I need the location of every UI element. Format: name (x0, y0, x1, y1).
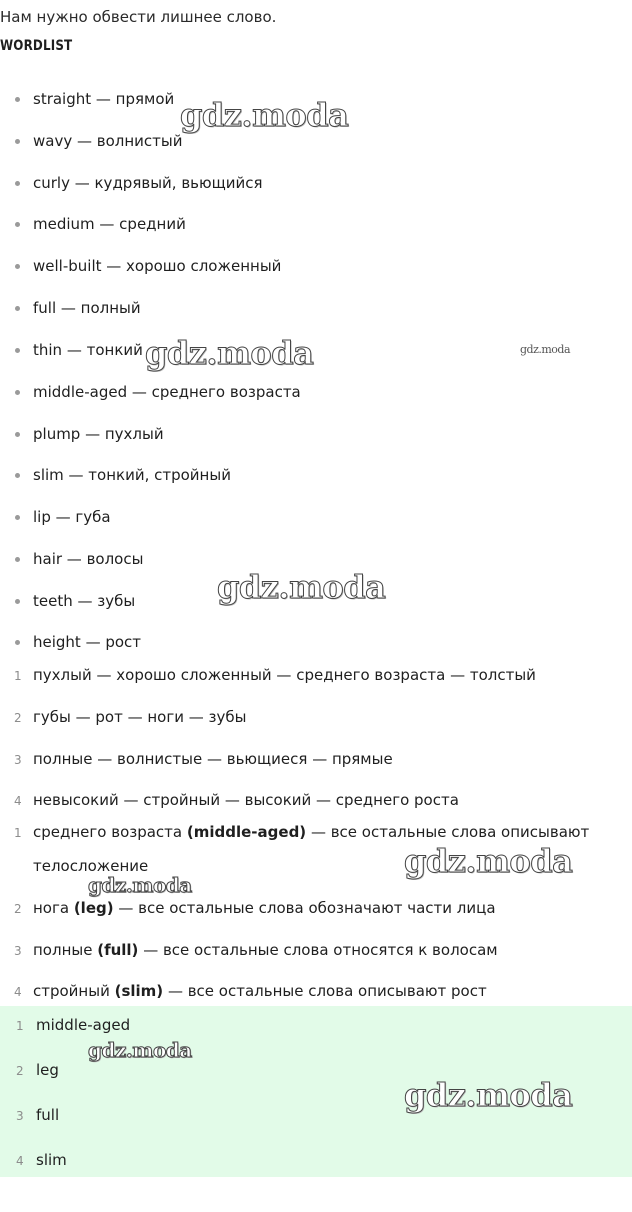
bullet-icon (15, 473, 20, 478)
bullet-icon (15, 640, 20, 645)
answers-box: 1 middle-aged 2 leg 3 full 4 slim (0, 1006, 632, 1177)
bullet-icon (15, 348, 20, 353)
bullet-icon (15, 515, 20, 520)
bullet-icon (15, 139, 20, 144)
watermark: gdz.moda (88, 1038, 192, 1062)
bullet-icon (15, 264, 20, 269)
watermark: gdz.moda (404, 1076, 573, 1114)
watermark: gdz.moda (404, 842, 573, 880)
bullet-icon (15, 432, 20, 437)
watermark: gdz.moda (217, 568, 386, 606)
bullet-icon (15, 557, 20, 562)
wordlist-heading: WORDLIST (0, 38, 73, 54)
bullet-icon (15, 599, 20, 604)
bullet-icon (15, 181, 20, 186)
watermark: gdz.moda (520, 343, 571, 356)
watermark: gdz.moda (88, 873, 192, 897)
bullet-icon (15, 390, 20, 395)
intro-text: Нам нужно обвести лишнее слово. (0, 8, 277, 26)
bullet-icon (15, 306, 20, 311)
watermark: gdz.moda (145, 334, 314, 372)
bullet-icon (15, 222, 20, 227)
bullet-icon (15, 97, 20, 102)
watermark: gdz.moda (180, 96, 349, 134)
